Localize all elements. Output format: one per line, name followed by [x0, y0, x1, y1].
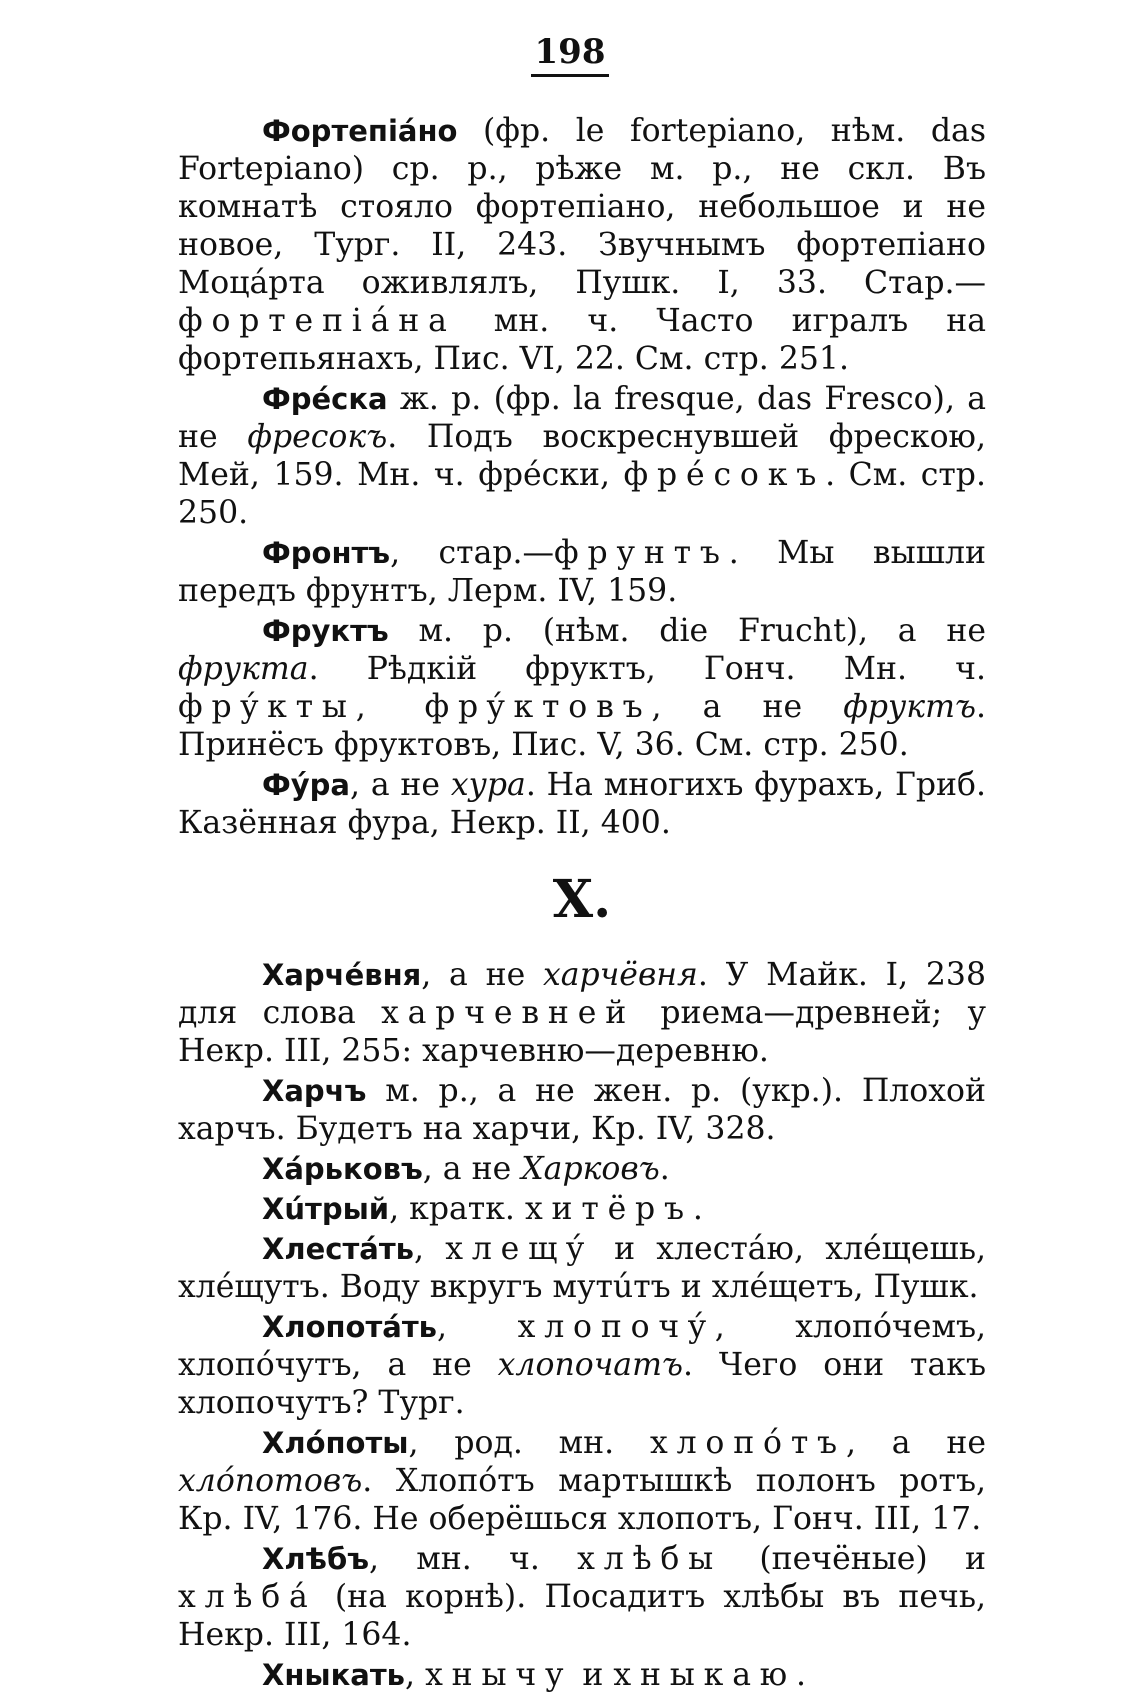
entry-headword: Харчéвня	[262, 958, 422, 992]
entry-text: ж. р. (фр. la fresque, das Fresco), а не	[178, 381, 986, 455]
entry-text: , род. мн.	[408, 1425, 651, 1461]
entry-text: м. р., а не жен. р. (укр.). Плохой харчъ. Будетъ на харчи, Кр. IV, 328.	[178, 1073, 986, 1147]
entry-headword: Хлопотáть	[262, 1310, 438, 1344]
entry-text: м. р. (нѣм. die Frucht), а не	[388, 613, 986, 649]
entry-text: . У Майк. I, 238 для слова	[178, 957, 987, 1031]
entry-incorrect-form: фресокъ	[247, 419, 388, 455]
dictionary-entry	[178, 1540, 986, 1654]
entry-headword: Хныкать	[262, 1658, 406, 1692]
entry-incorrect-form: Харковъ	[521, 1151, 660, 1187]
entry-text: , а не	[350, 767, 451, 803]
dictionary-entry	[178, 380, 986, 532]
dictionary-entry	[178, 956, 986, 1070]
entry-text: и	[572, 1657, 614, 1693]
entry-text: . Хлопóтъ мартышкѣ полонъ ротъ, Кр. IV, 176. Не оберёшься хлопотъ, Гонч. III, 17.	[178, 1463, 986, 1537]
entry-incorrect-form: харчёвня	[543, 957, 698, 993]
entry-spaced-form: хлещý	[445, 1231, 593, 1267]
dictionary-entry	[178, 1656, 986, 1694]
entry-spaced-form: фрéсокъ	[623, 457, 826, 493]
entry-text: . На многихъ фурахъ, Гриб. Казённая фура, Некр. II, 400.	[178, 767, 987, 841]
entry-text: .	[692, 1191, 703, 1227]
entry-text: мн. ч. Часто игралъ на фортепьянахъ, Пис. VI, 22. См. стр. 251.	[178, 303, 986, 377]
entry-headword: Хúтрый	[262, 1192, 390, 1226]
entry-headword: Фруктъ	[262, 614, 389, 648]
dictionary-entry	[178, 1150, 986, 1188]
entry-headword: Фронтъ	[262, 536, 391, 570]
entry-text: и хлестáю, хлéщешь, хлéщутъ. Воду вкругъ мутúтъ и хлéщетъ, Пушк.	[178, 1231, 987, 1305]
dictionary-entry	[178, 1424, 986, 1538]
entry-incorrect-form: фрукта	[178, 651, 309, 687]
entry-incorrect-form: хлóпотовъ	[178, 1463, 363, 1499]
entry-spaced-form: хныкаю	[613, 1657, 797, 1693]
entry-spaced-form: фортепіáна	[178, 303, 456, 339]
entries-letter-kh	[178, 956, 986, 1694]
entry-text: ,	[405, 1657, 426, 1693]
dictionary-entry	[178, 1072, 986, 1148]
entry-spaced-form: фрýкты, фрýктовъ	[178, 689, 652, 725]
entry-text: (на корнѣ). Посадитъ хлѣбы въ печь, Некр. III, 164.	[178, 1579, 986, 1653]
entry-text: , кратк.	[389, 1191, 525, 1227]
entry-spaced-form: хлѣбы	[577, 1541, 723, 1577]
entry-incorrect-form: фруктъ	[843, 689, 976, 725]
entry-spaced-form: хнычу	[425, 1657, 573, 1693]
dictionary-entry	[178, 534, 986, 610]
entry-incorrect-form: хлопочатъ	[497, 1347, 683, 1383]
entry-text: . Мы вышли передъ фрунтъ, Лерм. IV, 159.	[178, 535, 986, 609]
entry-headword: Хлóпоты	[262, 1426, 409, 1460]
page-number	[0, 32, 1140, 72]
dictionary-text	[178, 112, 986, 1696]
entry-text: , мн. ч.	[368, 1541, 578, 1577]
dictionary-entry	[178, 1230, 986, 1306]
dictionary-entry	[178, 766, 986, 842]
section-letter-heading: Х.	[552, 869, 612, 930]
entry-text: .	[659, 1151, 670, 1187]
entry-text: . Чего они такъ хлопочутъ? Тург.	[178, 1347, 986, 1421]
entry-text: (печёные) и	[722, 1541, 986, 1577]
entry-text: , а не	[845, 1425, 986, 1461]
entry-headword: Хáрьковъ	[262, 1152, 423, 1186]
dictionary-entry	[178, 612, 986, 764]
entry-headword: Фýра	[262, 768, 350, 802]
entry-text: . Рѣдкій фруктъ, Гонч. Мн. ч.	[308, 651, 986, 687]
entry-headword: Фортепіáно	[262, 114, 458, 148]
entry-text: . Принёсъ фруктовъ, Пис. V, 36. См. стр. 250.	[178, 689, 986, 763]
entries-letter-f	[178, 112, 986, 842]
entry-text: , хлопóчемъ, хлопóчутъ, а не	[178, 1309, 987, 1383]
entry-headword: Хлестáть	[262, 1232, 414, 1266]
entry-text: . Подъ воскреснувшей фрескою, Мей, 159. Мн. ч. фрéски,	[178, 419, 986, 493]
entry-headword: Фрéска	[262, 382, 388, 416]
entry-text: , а не	[421, 957, 543, 993]
entry-text: .	[796, 1657, 807, 1693]
entry-headword: Харчъ	[262, 1074, 367, 1108]
entry-spaced-form: хлѣбá	[178, 1579, 317, 1615]
entry-text: риема—древней; у Некр. III, 255: харчевню—деревню.	[178, 995, 987, 1069]
entry-spaced-form: хлопочý	[517, 1309, 715, 1345]
entry-spaced-form: хлопóтъ	[650, 1425, 846, 1461]
entry-text: . См. стр. 250.	[178, 457, 986, 531]
entry-spaced-form: фрунтъ	[554, 535, 729, 571]
entry-text: , стар.—	[390, 535, 555, 571]
entry-text: , а не	[422, 1151, 522, 1187]
entry-text: , а не	[651, 689, 844, 725]
entry-text: (фр. le forteріano, нѣм. das Forteріano) ср. р., рѣже м. р., не скл. Въ комнатѣ стояло фортепіано, небольшое и не новое, Тург. II, 243. Звучнымъ фортепіано Моцáрта оживлялъ, Пушк. I, 33. Стар.—	[178, 113, 986, 301]
page-number-text: 198	[531, 32, 610, 77]
entry-spaced-form: хитёръ	[524, 1191, 693, 1227]
entry-spaced-form: харчевней	[381, 995, 636, 1031]
dictionary-entry	[178, 1190, 986, 1228]
dictionary-entry	[178, 1308, 986, 1422]
entry-text: ,	[413, 1231, 446, 1267]
dictionary-entry	[178, 112, 986, 378]
entry-headword: Хлѣбъ	[262, 1542, 369, 1576]
entry-text: ,	[437, 1309, 518, 1345]
entry-incorrect-form: хура	[450, 767, 526, 803]
